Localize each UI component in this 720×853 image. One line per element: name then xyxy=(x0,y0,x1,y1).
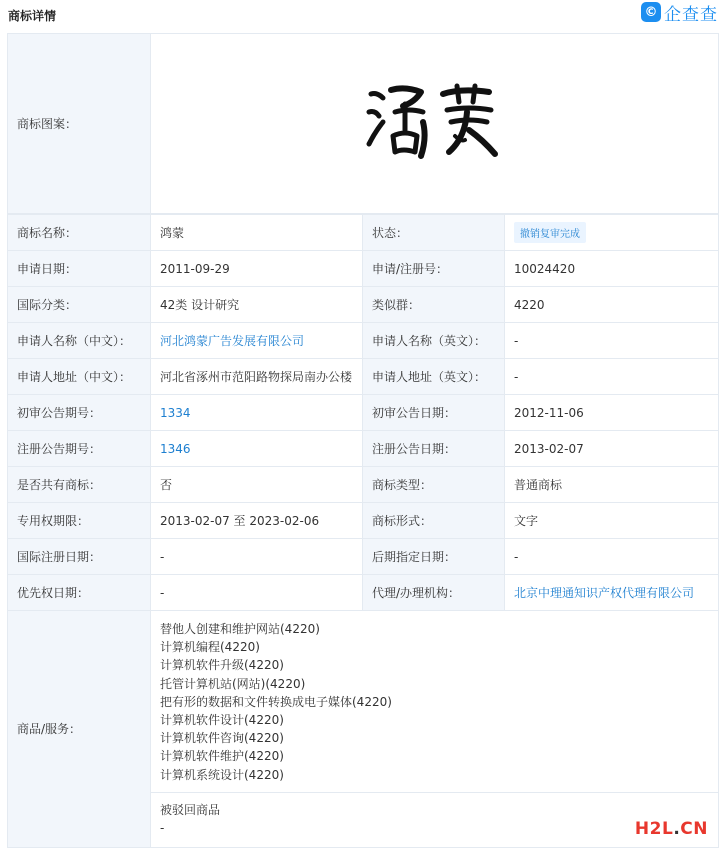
rejected-goods-value: - xyxy=(160,820,165,835)
info-label: 国际注册日期： xyxy=(8,539,151,575)
info-label: 代理/办理机构： xyxy=(363,575,505,611)
trademark-calligraphy-image xyxy=(365,82,505,162)
info-label: 状态： xyxy=(363,215,505,251)
agency-cell xyxy=(505,575,719,611)
info-row xyxy=(8,287,719,323)
info-label: 申请/注册号： xyxy=(363,251,505,287)
services-list xyxy=(160,611,709,792)
info-label: 申请人名称（英文）： xyxy=(363,323,505,359)
info-label: 商标名称： xyxy=(8,215,151,251)
prelim-issue-link[interactable]: 1334 xyxy=(160,405,191,420)
service-item: 计算机系统设计(4220) xyxy=(160,767,284,782)
trademark-detail-table xyxy=(7,33,719,214)
services-row xyxy=(8,611,719,848)
info-value: 河北省涿州市范阳路物探局南办公楼 xyxy=(151,359,363,395)
watermark-dot: . xyxy=(673,819,681,839)
info-label: 初审公告日期： xyxy=(363,395,505,431)
service-item: 替他人创建和维护网站(4220) xyxy=(160,622,320,636)
status-cell xyxy=(505,215,719,251)
info-label: 申请人地址（中文）： xyxy=(8,359,151,395)
info-row xyxy=(8,323,719,359)
brand-text: 企查查 xyxy=(664,4,718,25)
qichacha-logo-icon: © xyxy=(641,2,661,22)
info-label: 专用权期限： xyxy=(8,503,151,539)
info-row xyxy=(8,539,719,575)
info-row xyxy=(8,395,719,431)
service-item: 计算机软件升级(4220) xyxy=(160,658,284,673)
trademark-image-row xyxy=(8,34,719,214)
info-value: 2013-02-07 xyxy=(505,431,719,467)
info-value: - xyxy=(151,575,363,611)
info-label: 类似群： xyxy=(363,287,505,323)
service-item: 计算机软件设计(4220) xyxy=(160,713,284,728)
info-value: 42类 设计研究 xyxy=(151,287,363,323)
watermark-part2: CN xyxy=(680,819,708,839)
services-cell xyxy=(151,611,719,848)
reg-issue-link[interactable]: 1346 xyxy=(160,441,191,456)
info-row xyxy=(8,575,719,611)
brand-logo[interactable] xyxy=(641,1,718,23)
info-label: 申请人地址（英文）： xyxy=(363,359,505,395)
info-value: 鸿蒙 xyxy=(151,215,363,251)
service-item: 计算机软件维护(4220) xyxy=(160,749,284,764)
info-row xyxy=(8,215,719,251)
info-row xyxy=(8,467,719,503)
service-item: 计算机编程(4220) xyxy=(160,640,260,655)
trademark-image-cell xyxy=(151,34,719,214)
info-value: - xyxy=(505,323,719,359)
page-header xyxy=(0,0,720,28)
info-label: 注册公告期号： xyxy=(8,431,151,467)
info-value: 2011-09-29 xyxy=(151,251,363,287)
info-label: 是否共有商标： xyxy=(8,467,151,503)
info-label: 商标类型： xyxy=(363,467,505,503)
info-row xyxy=(8,503,719,539)
info-label: 商标形式： xyxy=(363,503,505,539)
info-value: - xyxy=(505,359,719,395)
info-value: - xyxy=(151,539,363,575)
rejected-goods-label: 被驳回商品 xyxy=(160,802,221,817)
reg-issue-cell xyxy=(151,431,363,467)
info-row xyxy=(8,431,719,467)
trademark-info-table xyxy=(7,214,719,848)
info-value: - xyxy=(505,539,719,575)
info-label: 国际分类： xyxy=(8,287,151,323)
applicant-cell xyxy=(151,323,363,359)
rejected-goods xyxy=(160,793,709,847)
info-label: 优先权日期： xyxy=(8,575,151,611)
info-label: 注册公告日期： xyxy=(363,431,505,467)
info-value: 否 xyxy=(151,467,363,503)
info-value: 2013-02-07 至 2023-02-06 xyxy=(151,503,363,539)
info-label: 初审公告期号： xyxy=(8,395,151,431)
applicant-name-link[interactable]: 河北鸿蒙广告发展有限公司 xyxy=(160,334,305,348)
info-label: 申请日期： xyxy=(8,251,151,287)
info-value: 2012-11-06 xyxy=(505,395,719,431)
info-value: 普通商标 xyxy=(505,467,719,503)
info-row xyxy=(8,251,719,287)
status-badge: 撤销复审完成 xyxy=(514,222,586,243)
service-item: 计算机软件咨询(4220) xyxy=(160,731,284,746)
agency-link[interactable]: 北京中理通知识产权代理有限公司 xyxy=(514,586,695,600)
info-label: 申请人名称（中文）： xyxy=(8,323,151,359)
service-item: 托管计算机站(网站)(4220) xyxy=(160,676,306,691)
info-value: 10024420 xyxy=(505,251,719,287)
service-item: 把有形的数据和文件转换成电子媒体(4220) xyxy=(160,694,392,709)
page-title: 商标详情 xyxy=(8,9,57,23)
trademark-image-label: 商标图案： xyxy=(8,34,151,214)
site-watermark xyxy=(635,819,708,839)
info-label: 后期指定日期： xyxy=(363,539,505,575)
info-row xyxy=(8,359,719,395)
info-value: 4220 xyxy=(505,287,719,323)
prelim-issue-cell xyxy=(151,395,363,431)
info-value: 文字 xyxy=(505,503,719,539)
services-label: 商品/服务： xyxy=(8,611,151,848)
watermark-part1: H2L xyxy=(634,819,674,839)
